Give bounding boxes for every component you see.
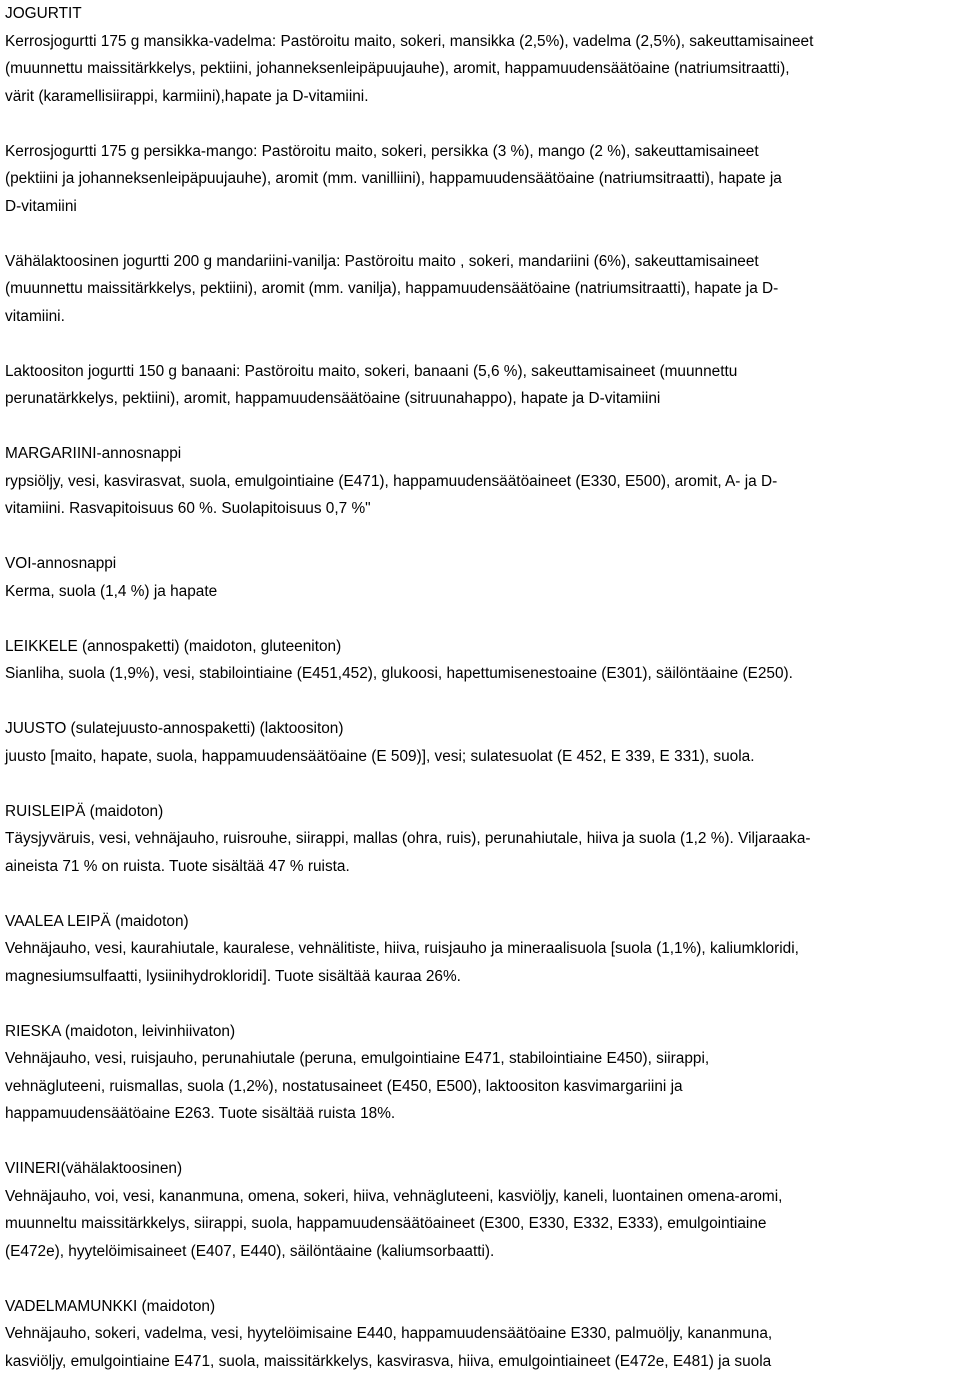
- section-vadelmamunkki: [5, 1293, 960, 1376]
- text-line: rypsiöljy, vesi, kasvirasvat, suola, emulgointiaine (E471), happamuudensäätöaineet (E330, E500), aromit, A- ja D-: [5, 472, 778, 490]
- text-line: Vähälaktoosinen jogurtti 200 g mandariini-vanilja: Pastöroitu maito , sokeri, mandariini (6%), sakeuttamisaineet: [5, 252, 759, 270]
- text-line: perunatärkkelys, pektiini), aromit, happamuudensäätöaine (sitruunahappo), hapate ja D-vitamiini: [5, 390, 661, 407]
- text-line: (muunnettu maissitärkkelys, pektiini), aromit (mm. vanilja), happamuudensäätöaine (natriumsitraatti), hapate ja D-: [5, 280, 779, 297]
- text-line: happamuudensäätöaine E263. Tuote sisältää ruista 18%.: [5, 1105, 396, 1122]
- text-line: Täysjyväruis, vesi, vehnäjauho, ruisrouhe, siirappi, mallas (ohra, ruis), perunahiutale, hiiva ja suola (1,2 %). Viljaraaka-: [5, 830, 811, 847]
- section-heading: JOGURTIT: [5, 5, 82, 22]
- section-margariini: [5, 440, 960, 523]
- section-vaalea-leipa: [5, 908, 960, 991]
- text-line: muunneltu maissitärkkelys, siirappi, suola, happamuudensäätöaineet (E300, E330, E332, E333), emulgointiaine: [5, 1215, 767, 1232]
- section-heading: RUISLEIPÄ (maidoton): [5, 802, 164, 820]
- text-line: D-vitamiini: [5, 197, 77, 215]
- text-line: kasviöljy, emulgointiaine E471, suola, maissitärkkelys, kasvirasva, hiiva, emulgointiaineet (E472e, E481) ja suola: [5, 1352, 772, 1370]
- section-heading: MARGARIINI-annosnappi: [5, 445, 182, 462]
- section-juusto: [5, 715, 960, 770]
- section-rieska: [5, 1018, 960, 1128]
- paragraph-persikka-mango: [5, 138, 960, 221]
- section-heading: JUUSTO (sulatejuusto-annospaketti) (laktoositon): [5, 720, 344, 737]
- section-heading: RIESKA (maidoton, leivinhiivaton): [5, 1022, 236, 1040]
- section-ruisleipa: [5, 798, 960, 881]
- text-line: vitamiini. Rasvapitoisuus 60 %. Suolapitoisuus 0,7 %": [5, 500, 371, 517]
- section-viineri: [5, 1155, 960, 1265]
- paragraph-mansikka-vadelma: [5, 28, 960, 111]
- section-heading: VOI-annosnappi: [5, 555, 117, 572]
- paragraph-banaani: [5, 358, 960, 413]
- section-voi: [5, 550, 960, 605]
- text-line: magnesiumsulfaatti, lysiinihydrokloridi]. Tuote sisältää kauraa 26%.: [5, 967, 461, 985]
- text-line: (pektiini ja johanneksenleipäpuujauhe), aromit (mm. vanilliini), happamuudensäätöaine (natriumsitraatti), hapate ja: [5, 170, 782, 187]
- text-line: Sianliha, suola (1,9%), vesi, stabilointiaine (E451,452), glukoosi, hapettumisenestoaine (E301), säilöntäaine (E250).: [5, 665, 793, 682]
- text-line: Vehnäjauho, vesi, kaurahiutale, kauralese, vehnälitiste, hiiva, ruisjauho ja mineraalisuola [suola (1,1%), kaliumkloridi,: [5, 940, 799, 957]
- text-line: Vehnäjauho, vesi, ruisjauho, perunahiutale (peruna, emulgointiaine E471, stabilointiaine E450), siirappi,: [5, 1050, 710, 1067]
- text-line: vehnägluteeni, ruismallas, suola (1,2%), nostatusaineet (E450, E500), laktoositon kasvimargariini ja: [5, 1077, 683, 1095]
- text-line: värit (karamellisiirappi, karmiini),hapate ja D-vitamiini.: [5, 87, 369, 105]
- section-heading: VADELMAMUNKKI (maidoton): [5, 1297, 216, 1315]
- text-line: Vehnäjauho, voi, vesi, kananmuna, omena, sokeri, hiiva, vehnägluteeni, kasviöljy, kaneli, luontainen omena-aromi,: [5, 1187, 783, 1205]
- text-line: aineista 71 % on ruista. Tuote sisältää 47 % ruista.: [5, 857, 350, 875]
- text-line: Kerma, suola (1,4 %) ja hapate: [5, 582, 218, 600]
- section-heading: LEIKKELE (annospaketti) (maidoton, gluteeniton): [5, 637, 342, 655]
- text-line: Kerrosjogurtti 175 g mansikka-vadelma: Pastöroitu maito, sokeri, mansikka (2,5%), vadelma (2,5%), sakeuttamisaineet: [5, 32, 814, 50]
- text-line: juusto [maito, hapate, suola, happamuudensäätöaine (E 509)], vesi; sulatesuolat (E 452, E 339, E 331), suola.: [5, 747, 755, 765]
- section-heading: VIINERI(vähälaktoosinen): [5, 1160, 183, 1177]
- text-line: (muunnettu maissitärkkelys, pektiini, johanneksenleipäpuujauhe), aromit, happamuudensäätöaine (natriumsitraatti),: [5, 60, 790, 77]
- section-jogurtit: [5, 0, 960, 413]
- text-line: (E472e), hyytelöimisaineet (E407, E440), säilöntäaine (kaliumsorbaatti).: [5, 1242, 495, 1260]
- paragraph-mandariini-vanilja: [5, 248, 960, 331]
- text-line: Vehnäjauho, sokeri, vadelma, vesi, hyytelöimisaine E440, happamuudensäätöaine E330, palmuöljy, kananmuna,: [5, 1325, 773, 1342]
- text-line: Laktoositon jogurtti 150 g banaani: Pastöroitu maito, sokeri, banaani (5,6 %), sakeuttamisaineet (muunnettu: [5, 362, 738, 380]
- section-heading: VAALEA LEIPÄ (maidoton): [5, 912, 189, 930]
- text-line: vitamiini.: [5, 307, 65, 325]
- text-line: Kerrosjogurtti 175 g persikka-mango: Pastöroitu maito, sokeri, persikka (3 %), mango (2 %), sakeuttamisaineet: [5, 142, 759, 160]
- section-leikkele: [5, 633, 960, 688]
